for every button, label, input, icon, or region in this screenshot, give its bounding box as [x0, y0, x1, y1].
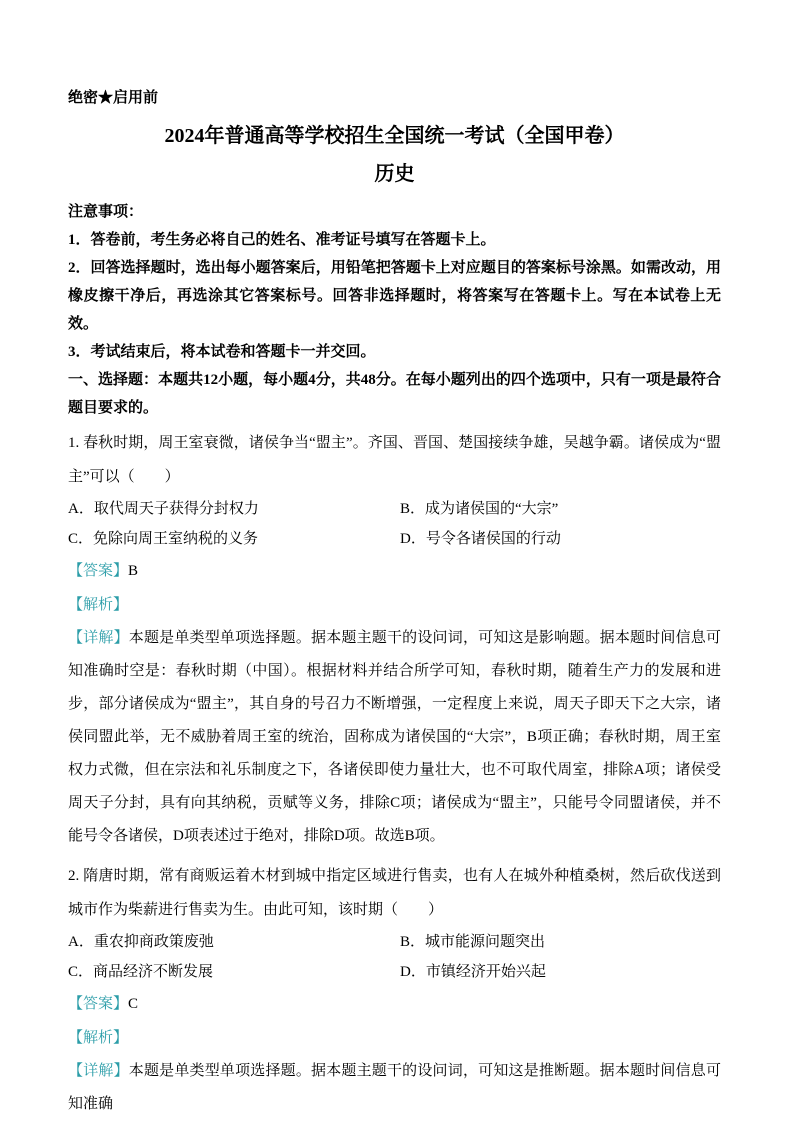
section-heading: 一、选择题：本题共12小题，每小题4分，共48分。在每小题列出的四个选项中，只有一项是最符合题目要求的。 [68, 372, 721, 416]
option-d: D．号令各诸侯国的行动 [400, 531, 561, 547]
classification-label: 绝密★启用前 [68, 90, 159, 106]
analysis-line [68, 588, 721, 622]
answer-value: C [128, 996, 139, 1012]
option-d: D．市镇经济开始兴起 [400, 964, 546, 980]
question-1 [68, 426, 721, 853]
detail-paragraph [68, 1055, 721, 1121]
exam-subject: 历史 [374, 163, 415, 185]
option-a: A．取代周天子获得分封权力 [68, 501, 259, 517]
analysis-line [68, 1021, 721, 1055]
option-b: B．城市能源问题突出 [400, 934, 546, 950]
notice-item-3: 3．考试结束后，将本试卷和答题卡一并交回。 [68, 344, 376, 360]
detail-text: 本题是单类型单项选择题。据本题主题干的设问词，可知这是影响题。据本题时间信息可知准确时空是：春秋时期（中国）。根据材料并结合所学可知，春秋时期，随着生产力的发展和进步，部分诸侯成为“盟主”，其自身的号召力不断增强，一定程度上来说，周天子即天下之大宗，诸侯同盟此举，无不威胁着周王室的统治，固称成为诸侯国的“大宗”，B项正确；春秋时期，周王室权力式微，但在宗法和礼乐制度之下，各诸侯即使力量壮大，也不可取代周室，排除A项；诸侯受周天子分封，具有向其纳税，贡赋等义务，排除C项；诸侯成为“盟主”，只能号令同盟诸侯，并不能号令各诸侯，D项表述过于绝对，排除D项。故选B项。 [68, 630, 721, 844]
detail-text: 本题是单类型单项选择题。据本题主题干的设问词，可知这是推断题。据本题时间信息可知准确 [68, 1063, 721, 1112]
detail-label: 【详解】 [68, 630, 129, 646]
answer-value: B [128, 563, 139, 579]
notice-item-1: 1．答卷前，考生务必将自己的姓名、准考证号填写在答题卡上。 [68, 232, 496, 248]
answer-label: 【答案】 [68, 996, 129, 1012]
option-c: C．免除向周王室纳税的义务 [68, 531, 259, 547]
answer-label: 【答案】 [68, 563, 129, 579]
analysis-label: 【解析】 [68, 597, 129, 613]
question-2 [68, 859, 721, 1121]
answer-line [68, 987, 721, 1021]
detail-paragraph [68, 622, 721, 853]
notice-heading: 注意事项： [68, 204, 144, 220]
exam-title: 2024年普通高等学校招生全国统一考试（全国甲卷） [164, 125, 625, 147]
answer-line [68, 554, 721, 588]
option-c: C．商品经济不断发展 [68, 964, 214, 980]
question-1-stem: 1. 春秋时期，周王室衰微，诸侯争当“盟主”。齐国、晋国、楚国接续争雄，吴越争霸。诸侯成为“盟主”可以（ ） [68, 435, 721, 485]
notice-block [68, 198, 721, 422]
analysis-label: 【解析】 [68, 1030, 129, 1046]
question-2-stem: 2. 隋唐时期，常有商贩运着木材到城中指定区域进行售卖，也有人在城外种植桑树，然后砍伐送到城市作为柴薪进行售卖为生。由此可知，该时期（ ） [68, 868, 721, 918]
detail-label: 【详解】 [68, 1063, 129, 1079]
question-2-options [68, 927, 721, 987]
notice-item-2: 2．回答选择题时，选出每小题答案后，用铅笔把答题卡上对应题目的答案标号涂黑。如需改动，用橡皮擦干净后，再选涂其它答案标号。回答非选择题时，将答案写在答题卡上。写在本试卷上无效。 [68, 260, 721, 332]
question-1-options [68, 494, 721, 554]
option-a: A．重农抑商政策废弛 [68, 934, 214, 950]
option-b: B．成为诸侯国的“大宗” [400, 501, 559, 517]
